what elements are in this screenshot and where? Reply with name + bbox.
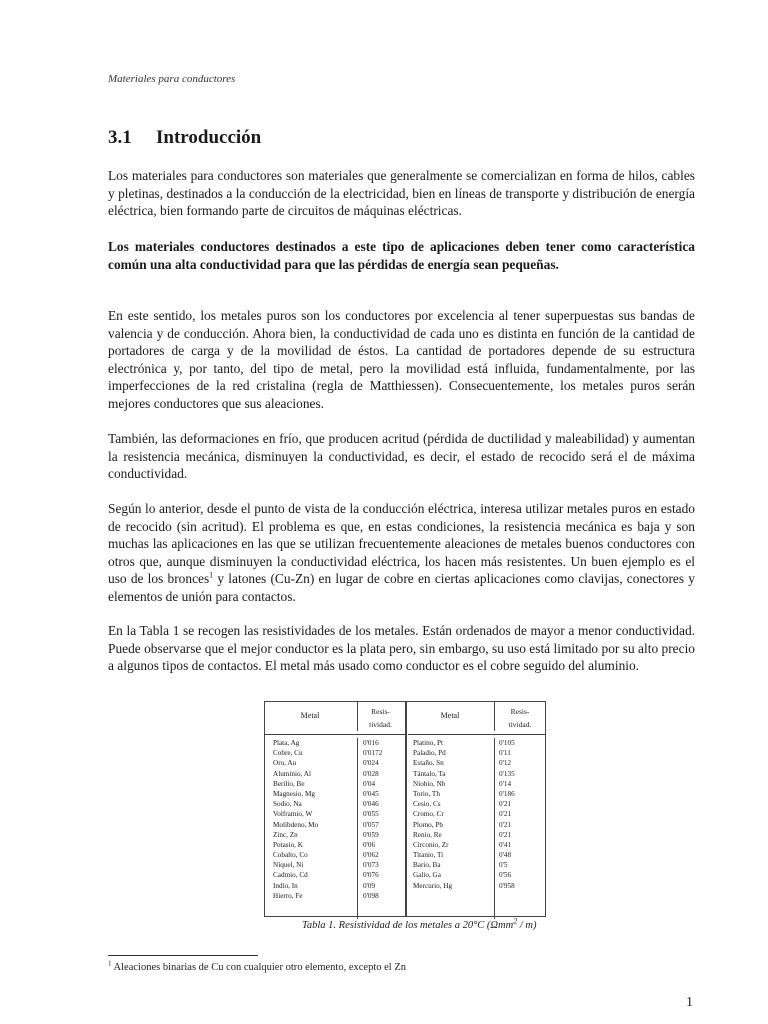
table-row <box>408 809 545 819</box>
caption-end: / m) <box>517 920 537 931</box>
alloys-text-after: y latones (Cu-Zn) en lugar de cobre en ciertas aplicaciones como clavijas, conectores y elementos de unión para contactos. <box>108 571 695 604</box>
metal-name: Hierro, Fe <box>273 891 303 900</box>
resistivity-value: 0'073 <box>363 861 379 870</box>
table-right-body <box>408 738 545 891</box>
metal-name: Plata, Ag <box>273 739 300 747</box>
table-row <box>265 870 405 880</box>
resistivity-value: 0'045 <box>363 789 379 798</box>
table-row <box>265 850 405 860</box>
table-row <box>265 860 405 870</box>
resistivity-value: 0'56 <box>499 871 512 880</box>
table-row <box>265 769 405 779</box>
table-row <box>265 840 405 850</box>
header-res-line2: tividad. <box>369 720 392 729</box>
table-row <box>408 860 545 870</box>
resistivity-value: 0'48 <box>499 851 512 860</box>
metal-name: Cromo, Cr <box>413 810 444 819</box>
table-row <box>408 850 545 860</box>
resistivity-value: 0'024 <box>363 759 379 768</box>
table-header <box>408 702 545 735</box>
resistivity-value: 0'0172 <box>363 749 383 758</box>
header-metal: Metal <box>300 711 320 720</box>
header-res-line2: tividad. <box>508 720 532 729</box>
metal-name: Volframio, W <box>273 810 313 819</box>
metal-name: Circonio, Zr <box>413 840 449 849</box>
table-row <box>408 789 545 799</box>
metal-name: Cesio, Cs <box>413 800 441 809</box>
metal-name: Magnesio, Mg <box>273 789 315 798</box>
resistivity-value: 0'21 <box>499 800 512 809</box>
metal-name: Indio, In <box>273 881 298 890</box>
footnote <box>108 959 406 973</box>
metal-name: Estaño, Sn <box>413 759 444 768</box>
table-row <box>265 830 405 840</box>
resistivity-value: 0'059 <box>363 830 379 839</box>
metal-name: Molibdeno, Mo <box>273 820 319 829</box>
resistivity-value: 0'14 <box>499 779 512 788</box>
metal-name: Mercurio, Hg <box>413 881 453 890</box>
caption-text: Tabla 1. Resistividad de los metales a 20°C (Ωmm <box>302 920 514 931</box>
table-row <box>408 840 545 850</box>
table-row <box>265 738 405 748</box>
metal-name: Plomo, Pb <box>413 820 443 829</box>
paragraph-metals: En este sentido, los metales puros son los conductores por excelencia al tener superpuestas sus bandas de valencia y de conducción. Ahora bien, la conductividad de cada uno es distinta en función de la cantidad de portadores de carga y de la movilidad de éstos. La cantidad de portadores depende de su estructura electrónica y, por tanto, del tipo de metal, pero la movilidad está influida, fundamentalmente, por las imperfecciones de la red cristalina (regla de Matthiessen). Consecuentemente, los metales puros serán mejores conductores que sus aleaciones. <box>108 308 695 411</box>
resistivity-value: 0'11 <box>499 749 511 758</box>
section-title-text: Introducción <box>156 127 262 148</box>
table-row <box>265 891 405 901</box>
resistivity-value: 0'028 <box>363 769 379 778</box>
metal-name: Niobio, Nb <box>413 779 446 788</box>
resistivity-value: 0'21 <box>499 810 512 819</box>
resistivity-value: 0'105 <box>499 739 515 747</box>
metal-name: Bario, Ba <box>413 861 441 870</box>
table-header <box>265 702 405 735</box>
resistivity-value: 0'186 <box>499 789 515 798</box>
header-resistivity <box>357 702 403 731</box>
metal-name: Platino, Pt <box>413 739 443 747</box>
resistivity-table <box>264 701 546 917</box>
table-row <box>265 820 405 830</box>
page-number: 1 <box>686 995 693 1010</box>
table-right-column <box>408 702 545 916</box>
resistivity-value: 0'055 <box>363 810 379 819</box>
header-resistivity <box>494 702 545 731</box>
footnote-marker: 1 <box>108 959 112 968</box>
caption-sup: 2 <box>513 916 518 926</box>
table-row <box>408 799 545 809</box>
paragraph-highlight: Los materiales conductores destinados a este tipo de aplicaciones deben tener como característica común una alta conductividad para que las pérdidas de energía sean pequeñas. <box>108 239 695 272</box>
alloys-text-before: Según lo anterior, desde el punto de vista de la conducción eléctrica, interesa utilizar metales puros en estado de recocido (sin acritud). El problema es que, en estas condiciones, la resistencia mecánica es baja y son muchas las aplicaciones en las que se utilizan frecuentemente aleaciones de metales buenos conductores con otros que, aunque disminuyen la conductividad eléctrica, los hacen más resistentes. Un buen ejemplo es el uso de los bronces <box>108 501 695 587</box>
table-left-column <box>265 702 407 916</box>
table-left-body <box>265 738 405 901</box>
paragraph-table-intro: En la Tabla 1 se recogen las resistividades de los metales. Están ordenados de mayor a menor conductividad. Puede observarse que el mejor conductor es la plata pero, sin embargo, su uso está limitado por su alto precio a algunos tipos de contactos. El metal más usado como conductor es el cobre seguido del aluminio. <box>108 623 695 674</box>
resistivity-value: 0'062 <box>363 851 379 860</box>
resistivity-value: 0'016 <box>363 739 379 747</box>
resistivity-value: 0'12 <box>499 759 512 768</box>
header-res-line1: Resis- <box>510 707 530 716</box>
metal-name: Torio, Th <box>413 789 440 798</box>
metal-name: Sodio, Na <box>273 800 302 809</box>
table-row <box>265 881 405 891</box>
table-row <box>408 830 545 840</box>
running-header: Materiales para conductores <box>108 73 236 85</box>
header-res-line1: Resis- <box>371 707 390 716</box>
metal-name: Potasio, K <box>273 840 303 849</box>
table-row <box>408 748 545 758</box>
metal-name: Paladio, Pd <box>413 749 446 758</box>
table-row <box>265 799 405 809</box>
metal-name: Berilio, Be <box>273 779 305 788</box>
table-row <box>408 779 545 789</box>
section-title <box>108 127 261 149</box>
table-row <box>265 758 405 768</box>
resistivity-value: 0'135 <box>499 769 515 778</box>
resistivity-value: 0'098 <box>363 891 379 900</box>
metal-name: Titanio, Ti <box>413 851 444 860</box>
footnote-ref: 1 <box>209 570 214 580</box>
table-row <box>265 809 405 819</box>
resistivity-value: 0'057 <box>363 820 379 829</box>
table-row <box>408 769 545 779</box>
table-row <box>408 738 545 748</box>
metal-name: Níquel, Ni <box>273 861 304 870</box>
paragraph-cold-work: También, las deformaciones en frío, que producen acritud (pérdida de ductilidad y maleabilidad) y aumentan la resistencia mecánica, disminuyen la conductividad, es decir, el estado de recocido será el de máxima conductividad. <box>108 431 695 482</box>
table-row <box>408 758 545 768</box>
table-row <box>265 789 405 799</box>
resistivity-value: 0'21 <box>499 830 512 839</box>
resistivity-value: 0'04 <box>363 779 376 788</box>
footnote-divider <box>108 955 258 956</box>
metal-name: Aluminio, Al <box>273 769 311 778</box>
table-caption <box>302 916 537 931</box>
table-row <box>265 779 405 789</box>
metal-name: Cobre, Cu <box>273 749 303 758</box>
resistivity-value: 0'076 <box>363 871 379 880</box>
resistivity-value: 0'41 <box>499 840 512 849</box>
metal-name: Tántalo, Ta <box>413 769 446 778</box>
resistivity-value: 0'046 <box>363 800 379 809</box>
table-row <box>408 881 545 891</box>
paragraph-intro: Los materiales para conductores son materiales que generalmente se comercializan en forma de hilos, cables y pletinas, destinados a la conducción de la electricidad, bien en líneas de transporte y distribución de energía eléctrica, bien formando parte de circuitos de máquinas eléctricas. <box>108 168 695 219</box>
paragraph-alloys <box>108 500 695 606</box>
metal-name: Oro, Au <box>273 759 297 768</box>
metal-name: Renio, Re <box>413 830 442 839</box>
resistivity-value: 0'06 <box>363 840 376 849</box>
resistivity-value: 0'5 <box>499 861 508 870</box>
metal-name: Cobalto, Co <box>273 851 308 860</box>
section-number: 3.1 <box>108 127 132 148</box>
metal-name: Cadmio, Cd <box>273 871 308 880</box>
table-row <box>408 870 545 880</box>
resistivity-value: 0'09 <box>363 881 376 890</box>
metal-name: Galio, Ga <box>413 871 441 880</box>
footnote-text: Aleaciones binarias de Cu con cualquier otro elemento, excepto el Zn <box>111 962 406 973</box>
metal-name: Zinc, Zn <box>273 830 298 839</box>
table-row <box>408 820 545 830</box>
resistivity-value: 0'958 <box>499 881 515 890</box>
table-row <box>265 748 405 758</box>
header-metal: Metal <box>440 711 460 720</box>
resistivity-value: 0'21 <box>499 820 512 829</box>
